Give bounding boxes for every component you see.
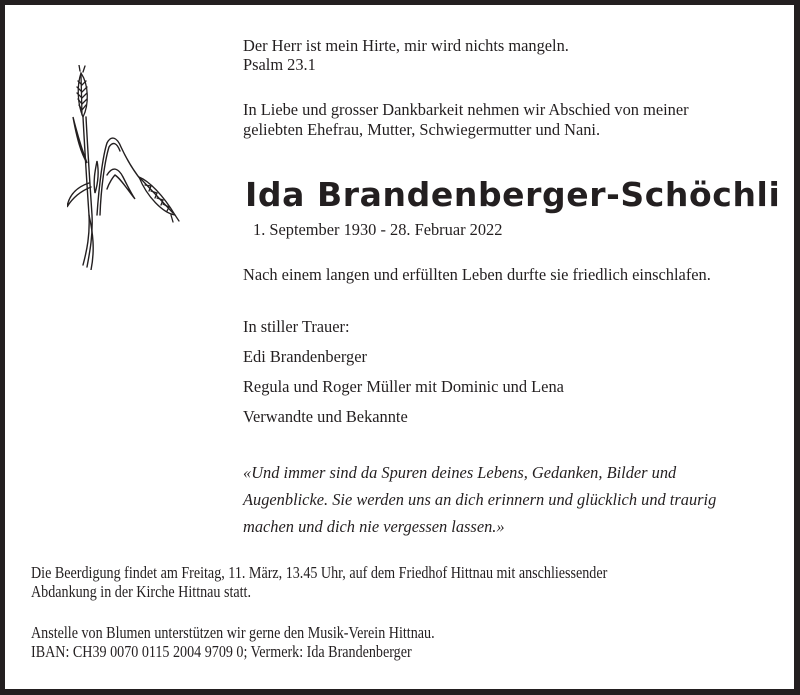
- mourner-name: Verwandte und Bekannte: [243, 407, 408, 426]
- farewell-statement: Nach einem langen und erfüllten Leben durfte sie friedlich einschlafen.: [243, 265, 711, 284]
- deceased-name: Ida Brandenberger-Schöchli: [245, 175, 781, 214]
- donation-iban: IBAN: CH39 0070 0115 2004 9709 0; Vermerk: Ida Brandenberger: [31, 642, 412, 661]
- funeral-info-line-1: Die Beerdigung findet am Freitag, 11. März, 13.45 Uhr, auf dem Friedhof Hittnau mit anschliessender: [31, 563, 608, 582]
- quote-line-2: Augenblicke. Sie werden uns an dich erinnern und glücklich und traurig: [243, 490, 717, 509]
- bible-verse-reference: Psalm 23.1: [243, 55, 316, 74]
- donation-info-line-1: Anstelle von Blumen unterstützen wir gerne den Musik-Verein Hittnau.: [31, 623, 435, 642]
- quote-line-1: «Und immer sind da Spuren deines Lebens, Gedanken, Bilder und: [243, 463, 677, 482]
- quote-line-3: machen und dich nie vergessen lassen.»: [243, 517, 505, 536]
- intro-line-1: In Liebe und grosser Dankbarkeit nehmen wir Abschied von meiner: [243, 100, 689, 119]
- intro-line-2: geliebten Ehefrau, Mutter, Schwiegermutter und Nani.: [243, 120, 601, 139]
- wheat-ears-icon: [67, 65, 187, 270]
- mourners-heading: In stiller Trauer:: [243, 317, 350, 336]
- mourner-name: Edi Brandenberger: [243, 347, 367, 366]
- funeral-info-line-2: Abdankung in der Kirche Hittnau statt.: [31, 582, 252, 601]
- bible-verse: Der Herr ist mein Hirte, mir wird nichts mangeln.: [243, 36, 569, 55]
- life-dates: 1. September 1930 - 28. Februar 2022: [253, 220, 503, 239]
- mourner-name: Regula und Roger Müller mit Dominic und Lena: [243, 377, 564, 396]
